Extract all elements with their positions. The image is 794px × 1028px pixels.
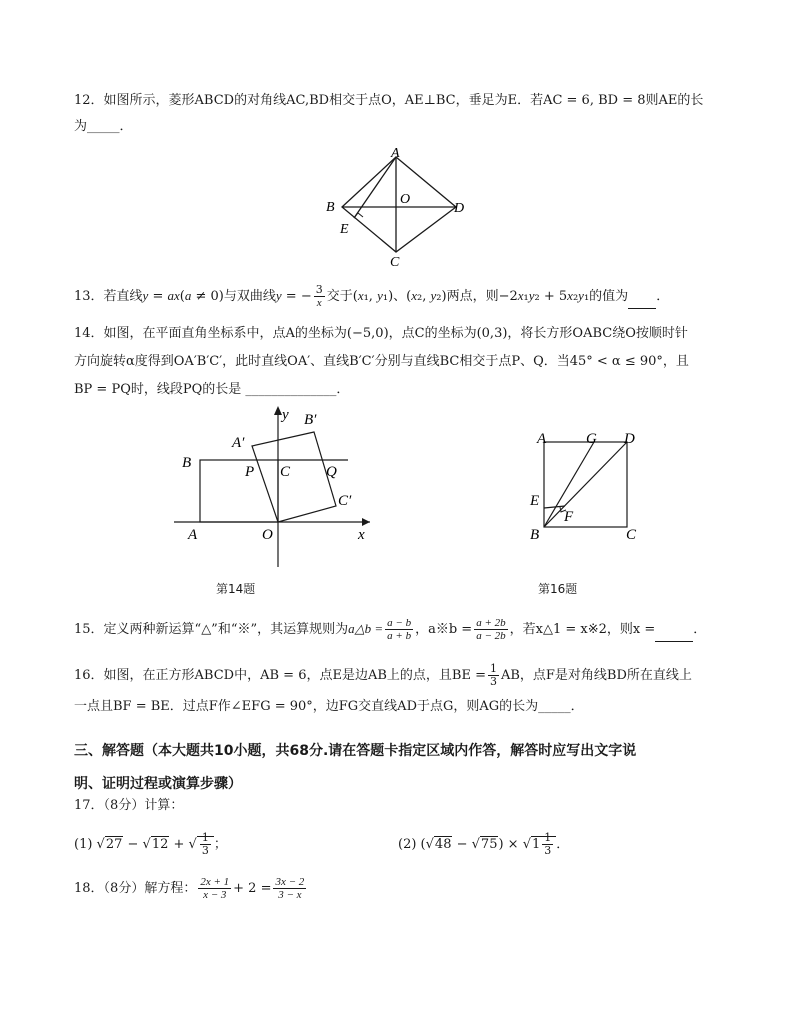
q17-title: 17．（8分）计算：: [74, 798, 184, 813]
label-O: O: [400, 192, 411, 207]
label-P: P: [245, 464, 255, 480]
label-F: F: [564, 509, 574, 525]
q16-caption: 第16题: [538, 582, 578, 596]
label-C: C: [390, 255, 400, 270]
q13-line: 13．若直线y = ax(a ≠ 0)与双曲线y = − $\frac{3}{x}$ 交于(x₁, y₁)、(x₂, y₂)两点，则−2x₁y₂ + 5x₂y₁的值为 ．: [74, 283, 670, 309]
q14-figure: [170, 402, 385, 572]
label-G: G: [586, 431, 597, 447]
label-D: D: [454, 201, 465, 216]
label-C: C: [626, 527, 637, 543]
label-D: D: [624, 431, 635, 447]
label-Q: Q: [326, 464, 337, 480]
q16-figure: [528, 428, 648, 543]
label-B: B: [530, 527, 540, 543]
label-A-prime: A′: [232, 435, 245, 451]
q16-line1: 16．如图，在正方形ABCD中，AB = 6，点E是边AB上的点，且BE = $\frac{1}{3}$ AB，点F是对角线BD所在直线上: [74, 662, 692, 688]
label-A: A: [537, 431, 547, 447]
q15-line: 15．定义两种新运算“△”和“※”，其运算规则为a△b = $\frac{a - b}{a + b}$ ，a※b = $\frac{a + 2b}{a - 2b}$ ，若x△1 = x※2，则x = ．: [74, 617, 707, 642]
q18-line: 18．（8分）解方程： $\frac{2x + 1}{x - 3}$ + 2 = $\frac{3x - 2}{3 - x}$: [74, 876, 305, 901]
q17-part1: (1) √27 − √12 + √ $\frac{1}{3}$ ；: [74, 831, 227, 857]
q17-part2: (2) (√48 − √75) × √1 $\frac{1}{3}$ ．: [398, 831, 570, 857]
label-A: A: [188, 527, 198, 543]
q14-line1: 14．如图，在平面直角坐标系中，点A的坐标为(−5,0)，点C的坐标为(0,3)，将长方形OABC绕O按顺时针: [74, 326, 688, 341]
label-A: A: [391, 146, 400, 161]
label-O: O: [262, 527, 273, 543]
label-B: B: [326, 200, 335, 215]
q16-line2: 一点且BF = BE．过点F作∠EFG = 90°，边FG交直线AD于点G，则AG的长为_____．: [74, 699, 584, 714]
q14-line2: 方向旋转α度得到OA′B′C′，此时直线OA′、直线B′C′分别与直线BC相交于点P、Q．当45° < α ≤ 90°，且: [74, 354, 689, 369]
section3-heading-line1: 三、解答题（本大题共10小题，共68分.请在答题卡指定区域内作答，解答时应写出文字说: [74, 743, 637, 759]
label-B: B: [182, 455, 192, 471]
q12-line1: 12．如图所示，菱形ABCD的对角线AC,BD相交于点O，AE⊥BC，垂足为E．若AC = 6, BD = 8则AE的长: [74, 93, 704, 108]
label-C-prime: C′: [338, 493, 352, 509]
label-C: C: [280, 464, 291, 480]
q12-line2: 为_____．: [74, 119, 133, 134]
label-y: y: [282, 407, 289, 423]
section3-heading-line2: 明、证明过程或演算步骤）: [74, 776, 242, 792]
label-E: E: [530, 493, 540, 509]
label-E: E: [340, 222, 349, 237]
q14-line3: BP = PQ时，线段PQ的长是 ______________．: [74, 382, 350, 397]
q14-caption: 第14题: [216, 582, 256, 596]
label-B-prime: B′: [304, 412, 317, 428]
rhombus-figure: [318, 145, 478, 270]
label-x: x: [358, 527, 365, 543]
